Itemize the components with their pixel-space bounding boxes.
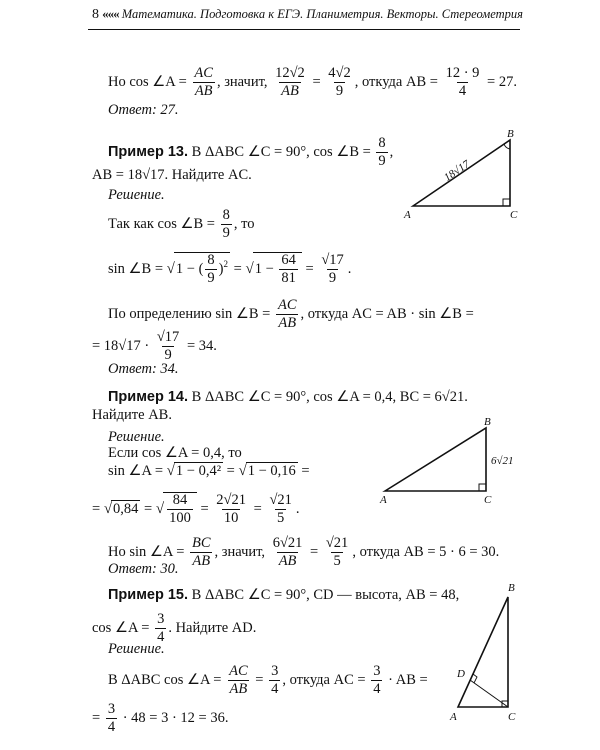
vertex-b-label: B — [484, 416, 491, 428]
vertex-a-label: A — [450, 711, 457, 723]
vertex-a-label: A — [380, 494, 387, 506]
vertex-b-label: B — [507, 128, 514, 140]
fraction: $\frac{3}{4}$ — [373, 663, 381, 697]
example-15-label: Пример 15. — [108, 587, 189, 603]
page-number: 8 — [92, 7, 99, 22]
prev-conclusion-line: Но cos ∠A = $\frac{AC}{AB}$ , значит, $\frac{12√2}{AB}$ = $\frac{4√2}{9}$ , откуда AB = $\frac{12 \cdot 9}{4}$ = 27. — [108, 65, 517, 99]
fraction: $\frac{84}{100}$ — [169, 492, 191, 526]
example-14-label: Пример 14. — [108, 389, 189, 405]
header-rule — [88, 29, 520, 30]
header-title: Математика. Подготовка к ЕГЭ. Планиметрия. Векторы. Стереометрия — [121, 7, 523, 21]
right-angle-mark — [503, 199, 510, 206]
solution-heading: Решение. — [108, 641, 165, 657]
right-angle-mark — [479, 484, 486, 491]
fraction: $\frac{AC}{AB}$ — [194, 65, 213, 99]
answer-27: Ответ: 27. — [108, 102, 179, 118]
ex13-step-1: Так как cos ∠B = $\frac{8}{9}$ , то — [108, 207, 255, 241]
fraction: $\frac{8}{9}$ — [207, 252, 215, 286]
ex14-step-3: = √0,84 = √ $\frac{84}{100}$ = $\frac{2√21}{10}$ = $\frac{√21}{5}$ . — [92, 492, 300, 526]
solution-heading: Решение. — [108, 187, 165, 203]
triangle-figure-13 — [400, 128, 530, 220]
fraction: $\frac{√17}{9}$ — [156, 329, 180, 363]
example-13-label: Пример 13. — [108, 143, 189, 160]
fraction: $\frac{6√21}{AB}$ — [272, 535, 303, 569]
vertex-c-label: C — [510, 209, 518, 220]
fraction: $\frac{12√2}{AB}$ — [275, 65, 305, 99]
triangle-abc — [385, 428, 486, 491]
fraction: $\frac{√21}{5}$ — [269, 492, 292, 526]
vertex-c-label: C — [484, 494, 492, 506]
example-15-condition-2: cos ∠A = $\frac{3}{4}$ . Найдите AD. — [92, 611, 257, 645]
fraction: $\frac{64}{81}$ — [281, 252, 296, 286]
vertex-c-label: C — [508, 711, 516, 723]
triangle-figure-14 — [376, 416, 526, 508]
ex13-step-3: По определению sin ∠B = $\frac{AC}{AB}$ , откуда AC = AB · sin ∠B = — [108, 297, 474, 331]
fraction: $\frac{AC}{AB}$ — [277, 297, 297, 331]
answer-30: Ответ: 30. — [108, 561, 179, 577]
side-bc-label: 6√21 — [491, 455, 514, 467]
answer-34: Ответ: 34. — [108, 361, 179, 377]
example-14-condition-2: Найдите AB. — [92, 407, 172, 423]
vertex-b-label: B — [508, 582, 515, 594]
triangle-figure-15 — [446, 580, 536, 730]
example-13-condition-2: AB = 18√17. Найдите AC. — [92, 167, 252, 183]
ex13-step-2: sin ∠B = √1 − ( $\frac{8}{9}$ )$^2$ = √1 − $\frac{64}{81}$ = $\frac{√17}{9}$ . — [108, 252, 352, 286]
header-mark: ««« — [102, 6, 119, 21]
ex15-step-1: В ΔABC cos ∠A = $\frac{AC}{AB}$ = $\frac{3}{4}$ , откуда AC = $\frac{3}{4}$ · AB = — [108, 663, 428, 697]
triangle-abc — [458, 597, 508, 707]
page-header — [92, 6, 523, 23]
fraction: $\frac{8}{9}$ — [378, 135, 386, 169]
side-ab-label: 18√17 — [441, 158, 472, 184]
vertex-d-label: D — [457, 668, 465, 680]
fraction: $\frac{2√21}{10}$ — [216, 492, 246, 526]
angle-b-arc — [504, 144, 510, 149]
fraction: $\frac{3}{4}$ — [271, 663, 279, 697]
ex13-step-4: = 18√17 · $\frac{√17}{9}$ = 34. — [92, 329, 217, 363]
fraction: $\frac{8}{9}$ — [222, 207, 230, 241]
solution-heading: Решение. — [108, 429, 165, 445]
example-14-condition: Пример 14. В ΔABC ∠C = 90°, cos ∠A = 0,4, BC = 6√21. — [108, 389, 468, 405]
fraction: $\frac{AC}{AB}$ — [229, 663, 248, 697]
vertex-a-label: A — [404, 209, 411, 220]
ex14-step-1: Если cos ∠A = 0,4, то — [108, 445, 242, 461]
ex14-step-2: sin ∠A = √1 − 0,4² = √1 − 0,16 = — [108, 463, 310, 479]
ex15-step-2: = $\frac{3}{4}$ · 48 = 3 · 12 = 36. — [92, 701, 229, 735]
fraction: $\frac{BC}{AB}$ — [192, 535, 211, 569]
fraction: $\frac{4√2}{9}$ — [328, 65, 351, 99]
fraction: $\frac{√17}{9}$ — [321, 252, 344, 286]
fraction: $\frac{12 \cdot 9}{4}$ — [445, 65, 480, 99]
fraction: $\frac{√21}{5}$ — [325, 535, 349, 569]
fraction: $\frac{3}{4}$ — [157, 611, 165, 645]
fraction: $\frac{3}{4}$ — [107, 701, 116, 735]
example-13-condition: Пример 13. В ΔABC ∠C = 90°, cos ∠B = $\frac{8}{9}$ , — [108, 135, 394, 169]
example-15-condition: Пример 15. В ΔABC ∠C = 90°, CD — высота, AB = 48, — [108, 587, 460, 603]
ex14-step-4: Но sin ∠A = $\frac{BC}{AB}$ , значит, $\frac{6√21}{AB}$ = $\frac{√21}{5}$ , откуда AB = 5 · 6 = 30. — [108, 535, 500, 569]
right-angle-mark-d — [473, 674, 477, 683]
